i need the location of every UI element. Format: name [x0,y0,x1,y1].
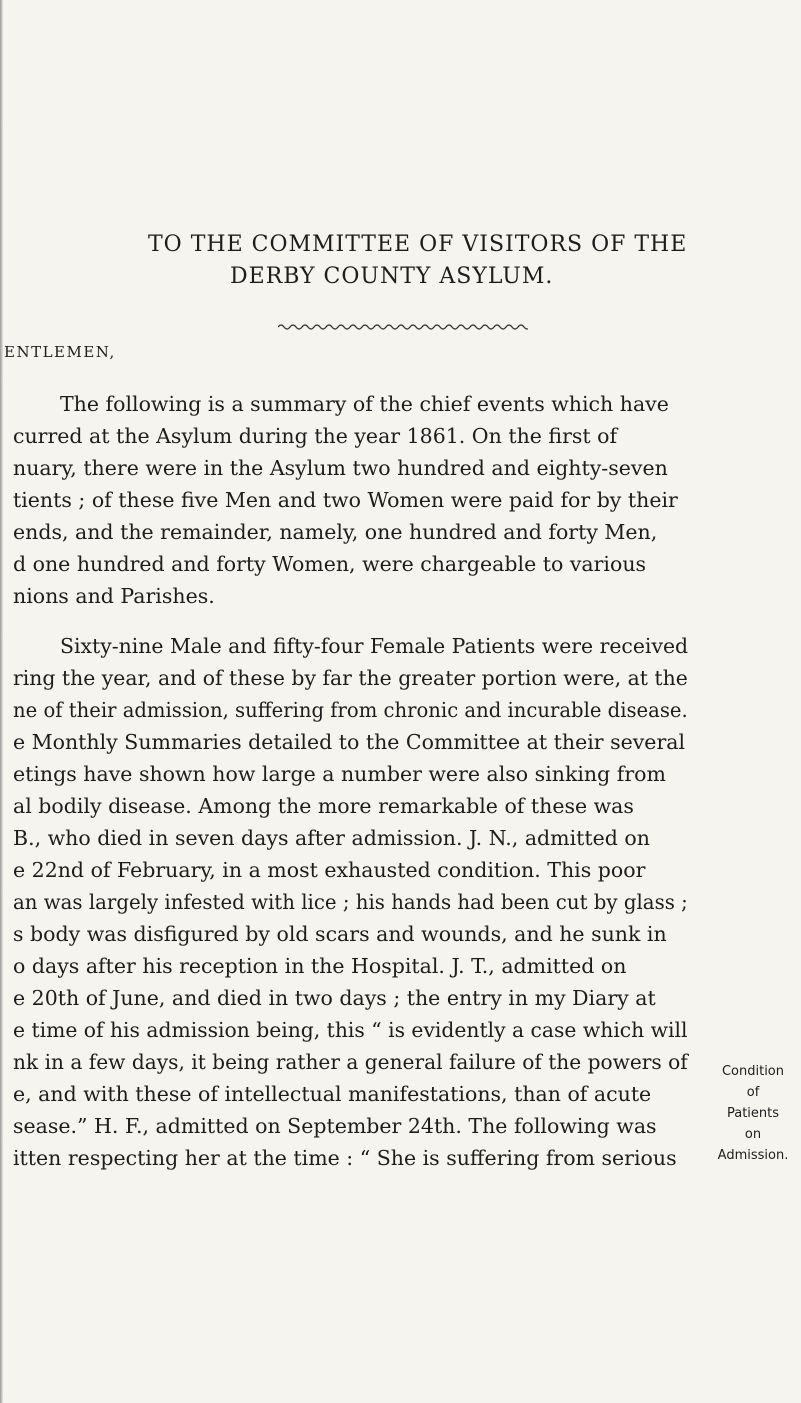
paragraph-2-line: e 22nd of February, in a most exhausted condition. This poor [13,858,646,882]
wavy-divider [278,322,528,332]
paragraph-2-line: s body was disfigured by old scars and wounds, and he sunk in [13,922,667,946]
margin-note-line: on [744,1127,762,1142]
paragraph-2-line: ring the year, and of these by far the greater portion were, at the [13,666,688,690]
margin-note-line: Condition [721,1064,785,1079]
paragraph-2-line: etings have shown how large a number were also sinking from [13,762,666,786]
paragraph-2-line: nk in a few days, it being rather a general failure of the powers of [13,1050,688,1074]
binding-gutter-shadow [0,0,3,1403]
paragraph-2-line: e time of his admission being, this “ is evidently a case which will [13,1018,688,1042]
paragraph-1-line: The following is a summary of the chief events which have [60,392,669,416]
paragraph-1-line: nuary, there were in the Asylum two hundred and eighty-seven [13,456,668,480]
paragraph-2-line: itten respecting her at the time : “ She is suffering from serious [13,1146,677,1170]
paragraph-1-line: d one hundred and forty Women, were chargeable to various [13,552,647,576]
paragraph-2-line: an was largely infested with lice ; his hands had been cut by glass ; [13,890,688,914]
paragraph-2-line: e, and with these of intellectual manifestations, than of acute [13,1082,652,1106]
paragraph-2-line: e Monthly Summaries detailed to the Committee at their several [13,730,686,754]
paragraph-2-line: al bodily disease. Among the more remarkable of these was [13,794,634,818]
paragraph-2-line: o days after his reception in the Hospital. J. T., admitted on [13,954,627,978]
margin-note-line: Admission. [717,1148,789,1163]
salutation: ENTLEMEN, [4,343,116,361]
paragraph-2-line: B., who died in seven days after admission. J. N., admitted on [13,826,650,850]
margin-note-line: of [746,1085,760,1100]
paragraph-2-line: Sixty-nine Male and fifty-four Female Patients were received [60,634,689,658]
paragraph-1-line: tients ; of these five Men and two Women were paid for by their [13,488,678,512]
paragraph-2-line: e 20th of June, and died in two days ; the entry in my Diary at [13,986,656,1010]
heading-line-1: TO THE COMMITTEE OF VISITORS OF THE [148,232,688,257]
heading-line-2: DERBY COUNTY ASYLUM. [230,264,554,289]
margin-note [708,1061,798,1166]
paragraph-1-line: ends, and the remainder, namely, one hundred and forty Men, [13,520,658,544]
paragraph-2-line: sease.” H. F., admitted on September 24th. The following was [13,1114,657,1138]
margin-note-line: Patients [726,1106,780,1121]
paragraph-2-line: ne of their admission, suffering from chronic and incurable disease. [13,698,688,722]
paragraph-1-line: curred at the Asylum during the year 1861. On the first of [13,424,618,448]
paragraph-1-line: nions and Parishes. [13,584,215,608]
